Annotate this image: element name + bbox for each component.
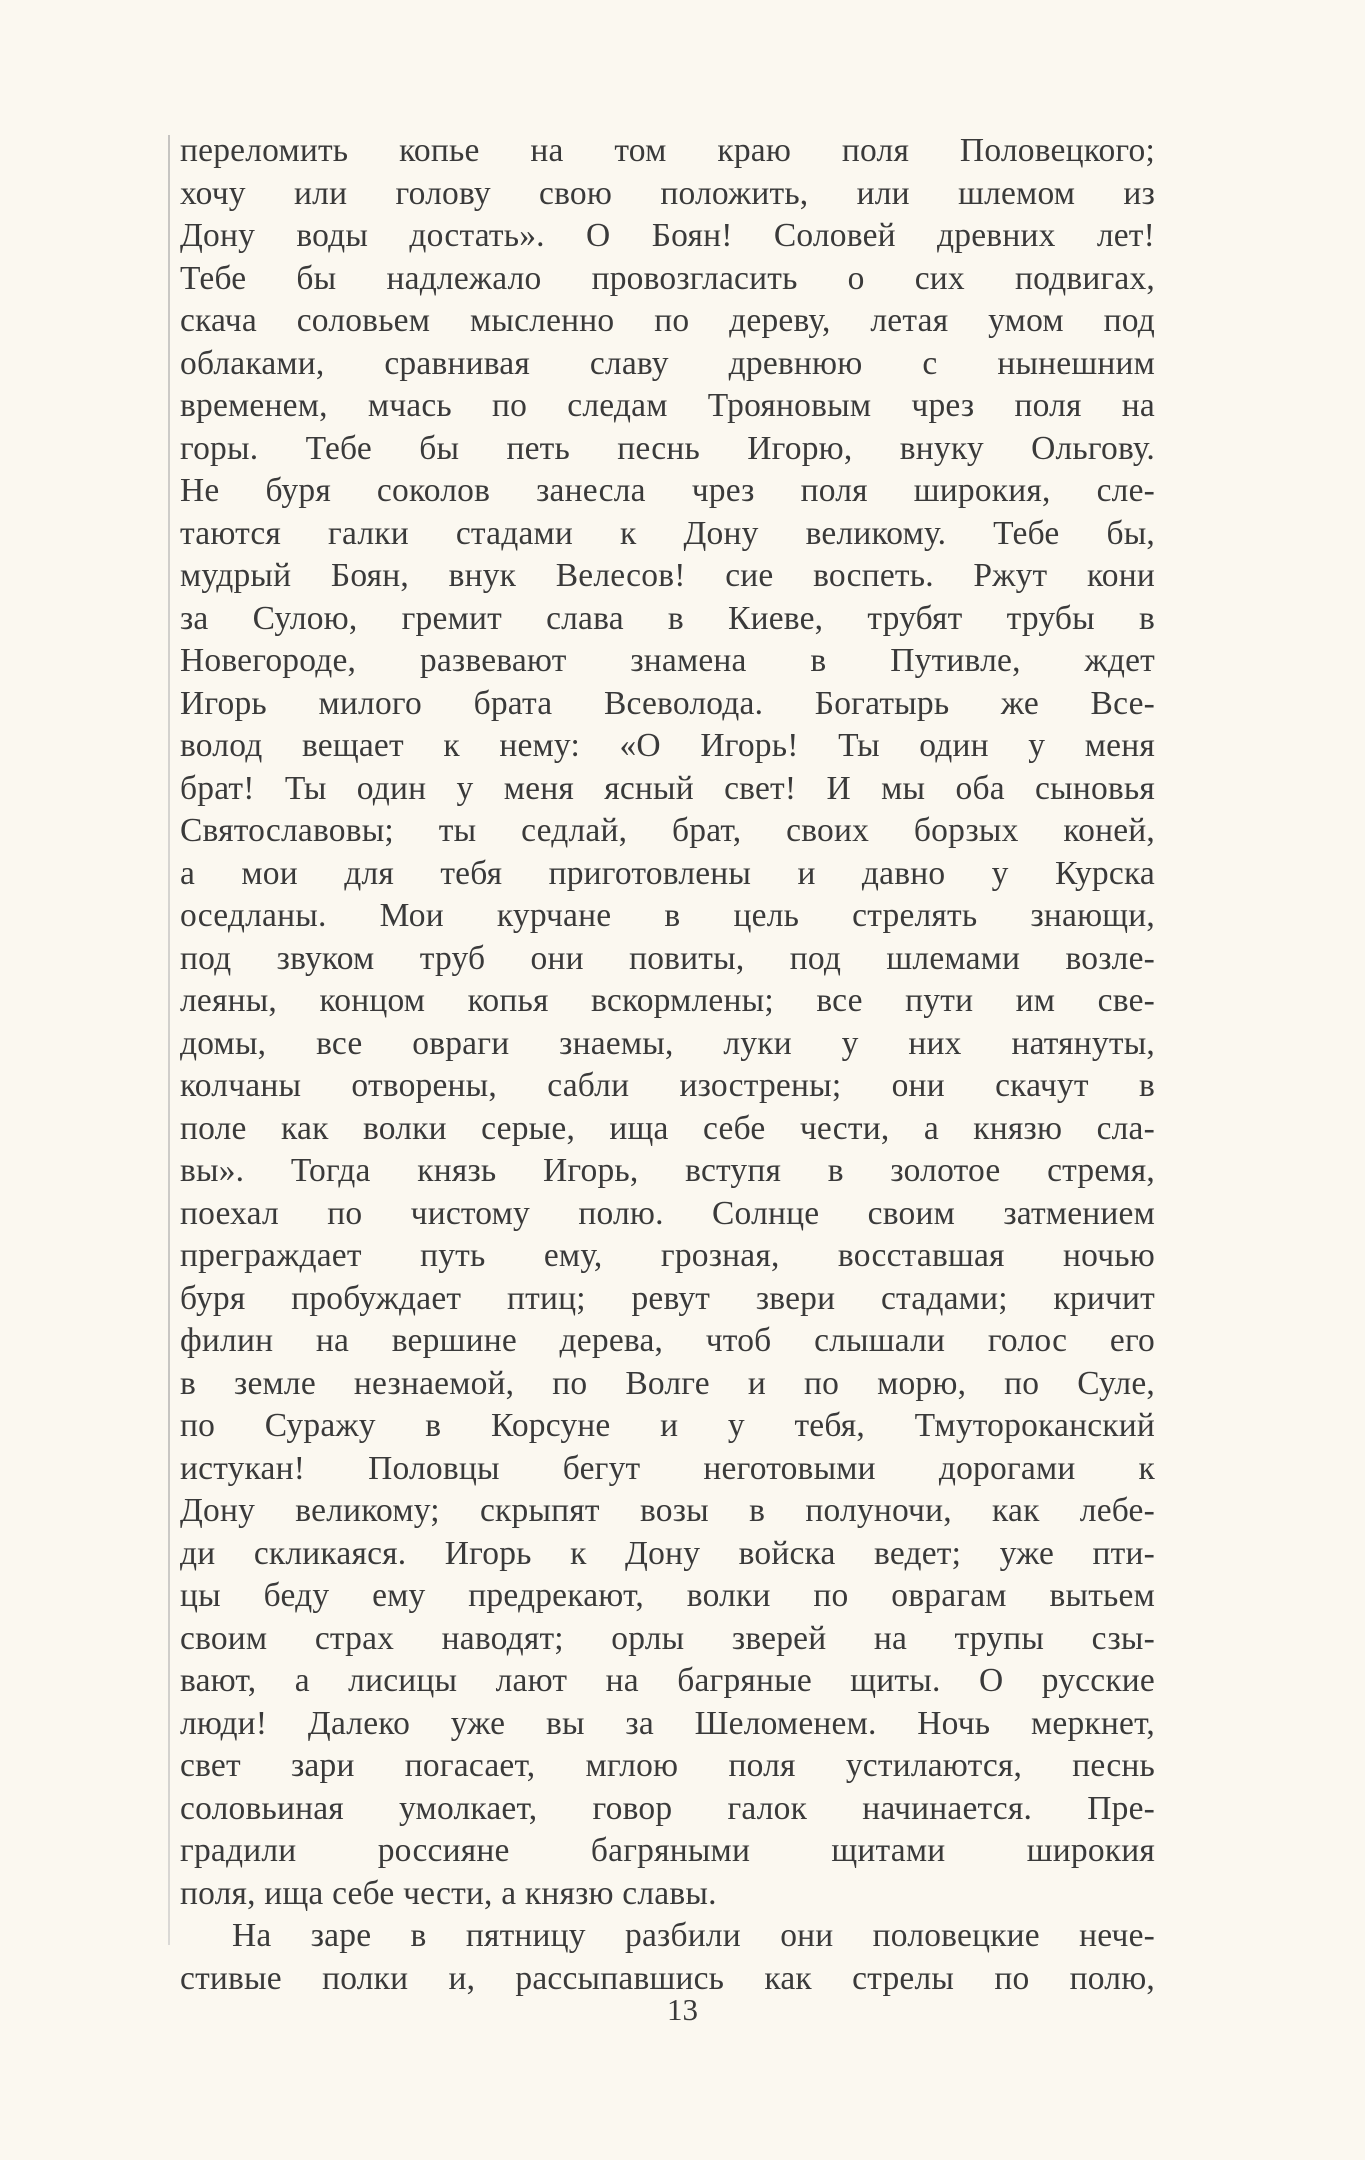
text-line: брат! Ты один у меня ясный свет! И мы оба сыновья (180, 769, 1155, 807)
text-line: таются галки стадами к Дону великому. Тебе бы, (180, 514, 1155, 552)
text-line: хочу или голову свою положить, или шлемом из (180, 174, 1155, 212)
paragraph-start-line: На заре в пятницу разбили они половецкие нече- (232, 1917, 1155, 1954)
text-line: скача соловьем мысленно по дереву, летая умом под (180, 302, 1155, 339)
text-line: в земле незнаемой, по Волге и по морю, по Суле, (180, 1364, 1155, 1402)
text-line: своим страх наводят; орлы зверей на трупы сзы- (180, 1619, 1155, 1657)
text-line: а мои для тебя приготовлены и давно у Курска (180, 854, 1155, 892)
text-line: Дону воды достать». О Боян! Соловей древних лет! (180, 217, 1155, 254)
text-line: по Суражу в Корсуне и у тебя, Тмутороканский (180, 1407, 1155, 1444)
text-line: истукан! Половцы бегут неготовыми дорогами к (180, 1449, 1155, 1487)
margin-rule (168, 135, 170, 1945)
text-line: градили россияне багряными щитами широкия (180, 1832, 1155, 1869)
text-line: вы». Тогда князь Игорь, вступя в золотое стремя, (180, 1152, 1155, 1189)
text-line: филин на вершине дерева, чтоб слышали голос его (180, 1322, 1155, 1359)
text-block (180, 130, 1155, 2000)
text-line: временем, мчась по следам Трояновым чрез поля на (180, 387, 1155, 424)
text-line: мудрый Боян, внук Велесов! сие воспеть. Ржут кони (180, 557, 1155, 594)
text-line: буря пробуждает птиц; ревут звери стадами; кричит (180, 1279, 1155, 1317)
text-line: Не буря соколов занесла чрез поля широкия, сле- (180, 472, 1155, 509)
text-line: колчаны отворены, сабли изострены; они скачут в (180, 1067, 1155, 1104)
text-line: соловьиная умолкает, говор галок начинается. Пре- (180, 1789, 1155, 1827)
text-line: оседланы. Мои курчане в цель стрелять знающи, (180, 897, 1155, 934)
text-line: вают, а лисицы лают на багряные щиты. О русские (180, 1662, 1155, 1699)
text-line: Игорь милого брата Всеволода. Богатырь же Все- (180, 684, 1155, 722)
text-line: облаками, сравнивая славу древнюю с нынешним (180, 344, 1155, 382)
text-line: переломить копье на том краю поля Половецкого; (180, 132, 1155, 169)
text-line: за Сулою, гремит слава в Киеве, трубят трубы в (180, 599, 1155, 637)
text-line: поехал по чистому полю. Солнце своим затмением (180, 1194, 1155, 1232)
text-line: леяны, концом копья вскормлены; все пути им све- (180, 982, 1155, 1019)
text-line: под звуком труб они повиты, под шлемами возле- (180, 939, 1155, 977)
text-line: поле как волки серые, ища себе чести, а князю сла- (180, 1109, 1155, 1147)
text-line: преграждает путь ему, грозная, восставшая ночью (180, 1237, 1155, 1274)
page-number: 13 (667, 1992, 698, 2027)
text-line: стивые полки и, рассыпавшись как стрелы по полю, (180, 1959, 1155, 1997)
text-line: Тебе бы надлежало провозгласить о сих подвигах, (180, 259, 1155, 297)
text-line: люди! Далеко уже вы за Шеломенем. Ночь меркнет, (180, 1704, 1155, 1742)
text-line: Дону великому; скрыпят возы в полуночи, как лебе- (180, 1492, 1155, 1529)
text-line: горы. Тебе бы петь песнь Игорю, внуку Ольгову. (180, 429, 1155, 467)
text-line: свет зари погасает, мглою поля устилаются, песнь (180, 1747, 1155, 1784)
text-line: домы, все овраги знаемы, луки у них натянуты, (180, 1024, 1155, 1062)
text-line: Святославовы; ты седлай, брат, своих борзых коней, (180, 812, 1155, 849)
text-line: Новегороде, развевают знамена в Путивле, ждет (180, 642, 1155, 679)
paragraph-end-line: поля, ища себе чести, а князю славы. (180, 1874, 717, 1912)
text-line: волод вещает к нему: «О Игорь! Ты один у меня (180, 727, 1155, 764)
text-line: ди скликаяся. Игорь к Дону войска ведет; уже пти- (180, 1534, 1155, 1572)
text-line: цы беду ему предрекают, волки по оврагам вытьем (180, 1577, 1155, 1614)
